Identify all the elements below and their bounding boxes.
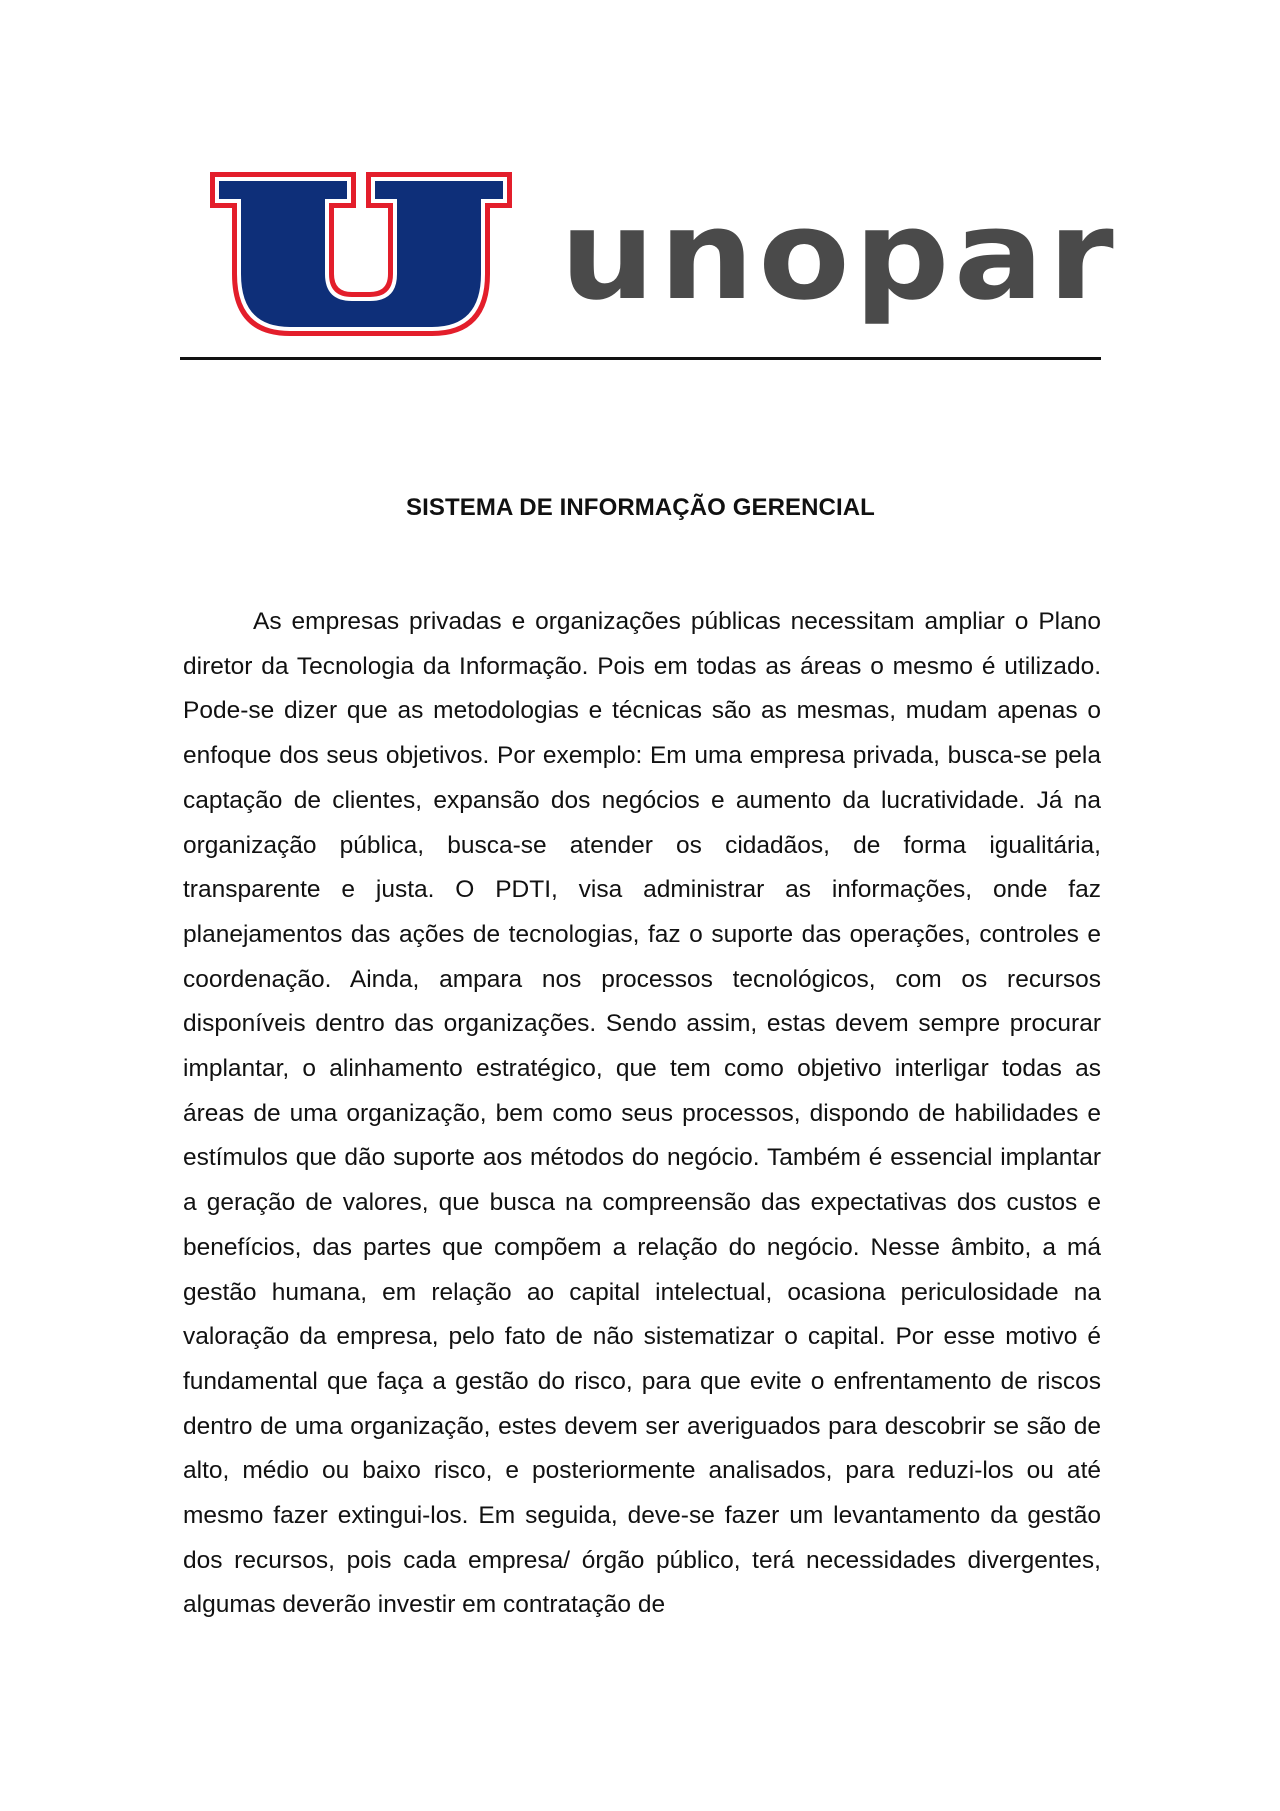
unopar-logo: [208, 170, 1128, 340]
logo-shield-fill: [219, 181, 503, 327]
document-title: SISTEMA DE INFORMAÇÃO GERENCIAL: [406, 494, 875, 521]
logo-wordmark: unopar: [560, 184, 1118, 328]
unopar-logo-graphic: [208, 170, 1128, 340]
header-divider: [180, 357, 1101, 360]
document-body-paragraph: As empresas privadas e organizações públicas necessitam ampliar o Plano diretor da Tecnologia da Informação. Pois em todas as áreas o mesmo é utilizado. Pode-se dizer que as metodologias e técnicas são as mesmas, mudam apenas o enfoque dos seus objetivos. Por exemplo: Em uma empresa privada, busca-se pela captação de clientes, expansão dos negócios e aumento da lucratividade. Já na organização pública, busca-se atender os cidadãos, de forma igualitária, transparente e justa. O PDTI, visa administrar as informações, onde faz planejamentos das ações de tecnologias, faz o suporte das operações, controles e coordenação. Ainda, ampara nos processos tecnológicos, com os recursos disponíveis dentro das organizações. Sendo assim, estas devem sempre procurar implantar, o alinhamento estratégico, que tem como objetivo interligar todas as áreas de uma organização, bem como seus processos, dispondo de habilidades e estímulos que dão suporte aos métodos do negócio. Também é essencial implantar a geração de valores, que busca na compreensão das expectativas dos custos e benefícios, das partes que compõem a relação do negócio. Nesse âmbito, a má gestão humana, em relação ao capital intelectual, ocasiona periculosidade na valoração da empresa, pelo fato de não sistematizar o capital. Por esse motivo é fundamental que faça a gestão do risco, para que evite o enfrentamento de riscos dentro de uma organização, estes devem ser averiguados para descobrir se são de alto, médio ou baixo risco, e posteriormente analisados, para reduzi-los ou até mesmo fazer extingui-los. Em seguida, deve-se fazer um levantamento da gestão dos recursos, pois cada empresa/ órgão público, terá necessidades divergentes, algumas deverão investir em contratação de: [183, 608, 1101, 1619]
